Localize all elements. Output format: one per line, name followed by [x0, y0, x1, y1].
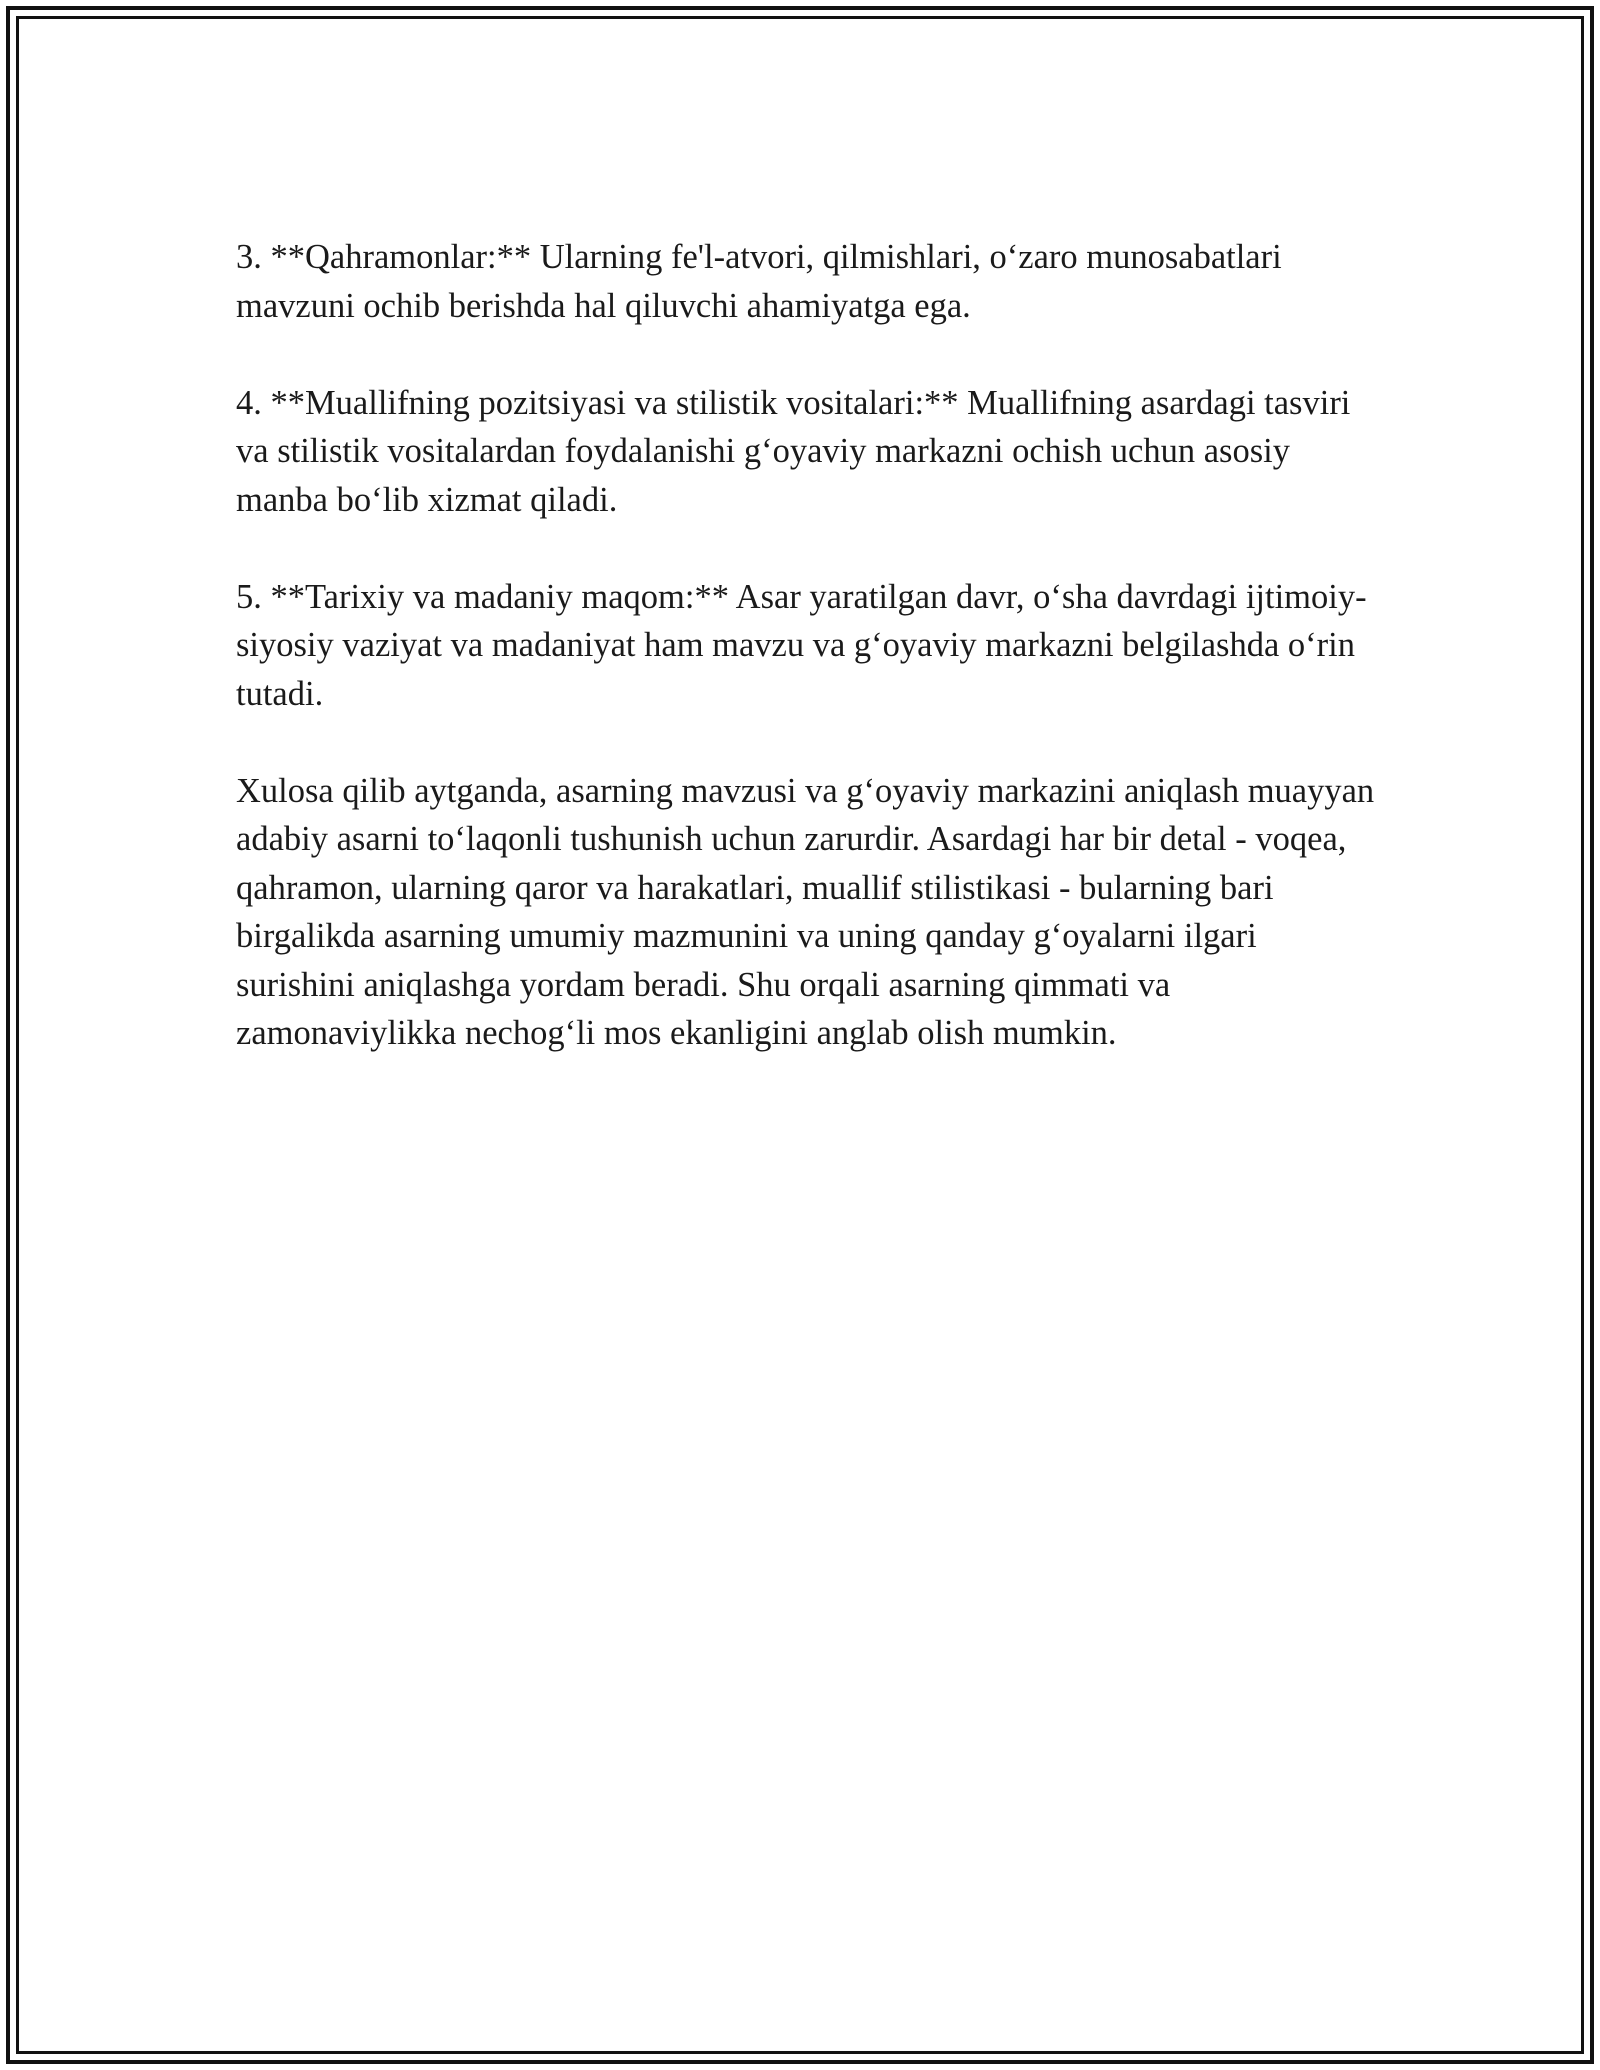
paragraph-historical-context: 5. **Tarixiy va madaniy maqom:** Asar yaratilgan davr, o‘sha davrdagi ijtimoiy-siyosiy vaziyat va madaniyat ham mavzu va g‘oyaviy markazni belgilashda o‘rin tutadi. — [236, 577, 1367, 713]
document-body — [236, 233, 1376, 1058]
paragraph-conclusion: Xulosa qilib aytganda, asarning mavzusi va g‘oyaviy markazini aniqlash muayyan adabiy asarni to‘laqonli tushunish uchun zarurdir. Asardagi har bir detal - voqea, qahramon, ularning qaror va harakatlari, muallif stilistikasi - bularning bari birgalikda asarning umumiy mazmunini va uning qanday g‘oyalarni ilgari surishini aniqlashga yordam beradi. Shu orqali asarning qimmati va zamonaviylikka nechog‘li mos ekanligini anglab olish mumkin. — [236, 771, 1375, 1052]
paragraph-author-position: 4. **Muallifning pozitsiyasi va stilistik vositalari:** Muallifning asardagi tasviri va stilistik vositalardan foydalanishi g‘oyaviy markazni ochish uchun asosiy manba bo‘lib xizmat qiladi. — [236, 383, 1351, 519]
paragraph-characters: 3. **Qahramonlar:** Ularning fe'l-atvori, qilmishlari, o‘zaro munosabatlari mavzuni ochib berishda hal qiluvchi ahamiyatga ega. — [236, 238, 1282, 325]
